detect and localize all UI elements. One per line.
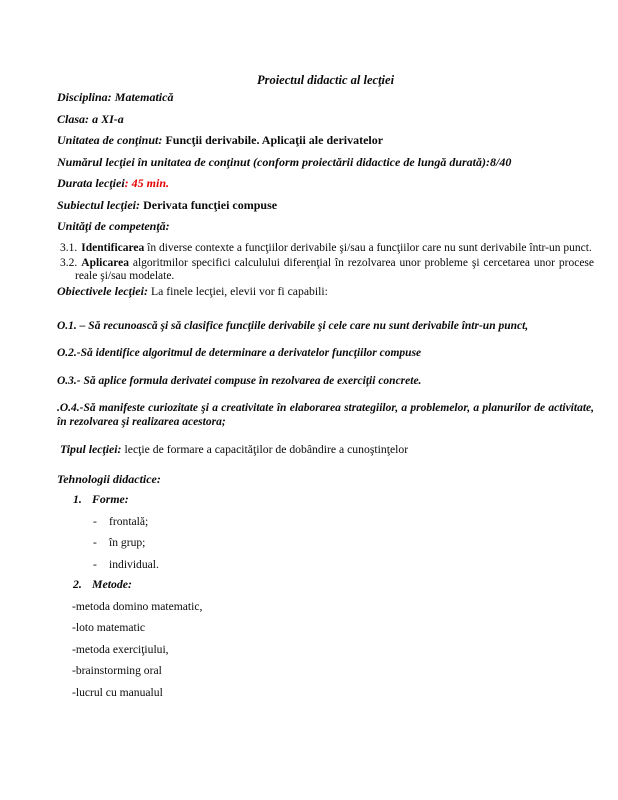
competenta-keyword: Identificarea [81,241,145,254]
tip-label: Tipul lecţiei: [60,442,122,457]
metode-item: -loto matematic [72,621,146,635]
forme-item [93,536,594,549]
forme-item [93,515,594,528]
disciplina-value: Matematică [114,90,174,104]
obiective-list [57,320,594,430]
document-title: Proiectul didactic al lecţiei [256,73,395,87]
competenta-text: algoritmilor specifici calculului diferenţial în rezolvarea unor probleme şi cercetarea unor procese reale şi/sau modelate. [75,256,594,282]
metode-item: -metoda domino matematic, [72,599,203,613]
meta-line-numarul [57,156,594,169]
competenta-item-3-1 [60,242,594,255]
durata-value: : 45 min. [124,176,170,190]
forme-item-text: individual. [109,557,159,571]
competenta-number: 3.1. [60,241,78,254]
durata-label: Durata lecţiei [57,176,125,190]
dash-bullet: - [93,514,97,528]
metode-heading [73,578,594,592]
obiectiv-item-o4: .O.4.-Să manifeste curiozitate şi a creativitate în elaborarea strategiilor, a problemelor, a planurilor de activitate, în rezolvarea şi realizarea acestora; [57,402,594,428]
obiective-label: Obiectivele lecţiei: [57,283,148,298]
metode-group [57,578,594,699]
forme-item [93,558,594,571]
competenta-keyword: Aplicarea [81,256,129,269]
unitatea-label: Unitatea de conţinut: [57,133,163,147]
meta-line-unitatea [57,134,594,147]
dash-bullet: - [93,557,97,571]
metode-item: -lucrul cu manualul [72,685,163,699]
obiectiv-item-o2: O.2.-Să identifice algoritmul de determinare a derivatelor funcţiilor compuse [57,347,422,360]
metode-item: -metoda exerciţiului, [72,642,169,656]
competente-heading-label: Unităţi de competenţă: [57,219,170,233]
meta-line-durata [57,177,594,190]
forme-item-text: frontală; [109,514,149,528]
forme-item-text: în grup; [109,536,146,550]
subiectul-label: Subiectul lecţiei: [57,197,140,212]
dash-bullet: - [93,536,97,550]
tip-value: lecţie de formare a capacităţilor de dobândire a cunoştinţelor [124,443,409,457]
metode-item: -brainstorming oral [72,664,162,678]
meta-line-clasa [57,113,594,126]
subiectul-value: Derivata funcţiei compuse [143,197,278,212]
numarul-label: Numărul lecţiei în unitatea de conţinut (conform proiectării didactice de lungă durată):8/40 [57,154,512,169]
tehnologii-heading: Tehnologii didactice: [57,471,161,486]
metode-number: 2. [73,576,82,591]
competente-heading [57,220,594,233]
clasa-label: Clasa: [57,111,90,126]
competenta-text: în diverse contexte a funcţiilor derivabile şi/sau a funcţiilor care nu sunt derivabile într-un punct. [144,241,592,254]
meta-line-subiectul [57,199,594,212]
forme-group [57,493,594,571]
tip-lectiei-line [57,443,594,457]
forme-number: 1. [73,491,82,506]
competente-list [60,242,594,283]
competenta-number: 3.2. [60,256,78,269]
disciplina-label: Disciplina: [57,90,112,104]
forme-heading [73,493,594,507]
clasa-value: a XI-a [92,111,124,126]
obiective-heading [57,285,594,298]
obiectiv-item-o1: O.1. – Să recunoască şi să clasifice funcţiile derivabile şi cele care nu sunt derivabile într-un punct, [57,319,529,332]
competenta-item-3-2 [60,257,594,283]
forme-label: Forme: [92,491,129,506]
obiective-intro-text: La finele lecţiei, elevii vor fi capabili: [150,284,328,298]
meta-line-disciplina [57,91,594,104]
obiectiv-item-o3: O.3.- Să aplice formula derivatei compuse în rezolvarea de exerciţii concrete. [57,374,422,387]
unitatea-value: Funcţii derivabile. Aplicaţii ale derivatelor [165,133,384,147]
document-content [57,73,594,699]
metode-label: Metode: [92,576,132,591]
